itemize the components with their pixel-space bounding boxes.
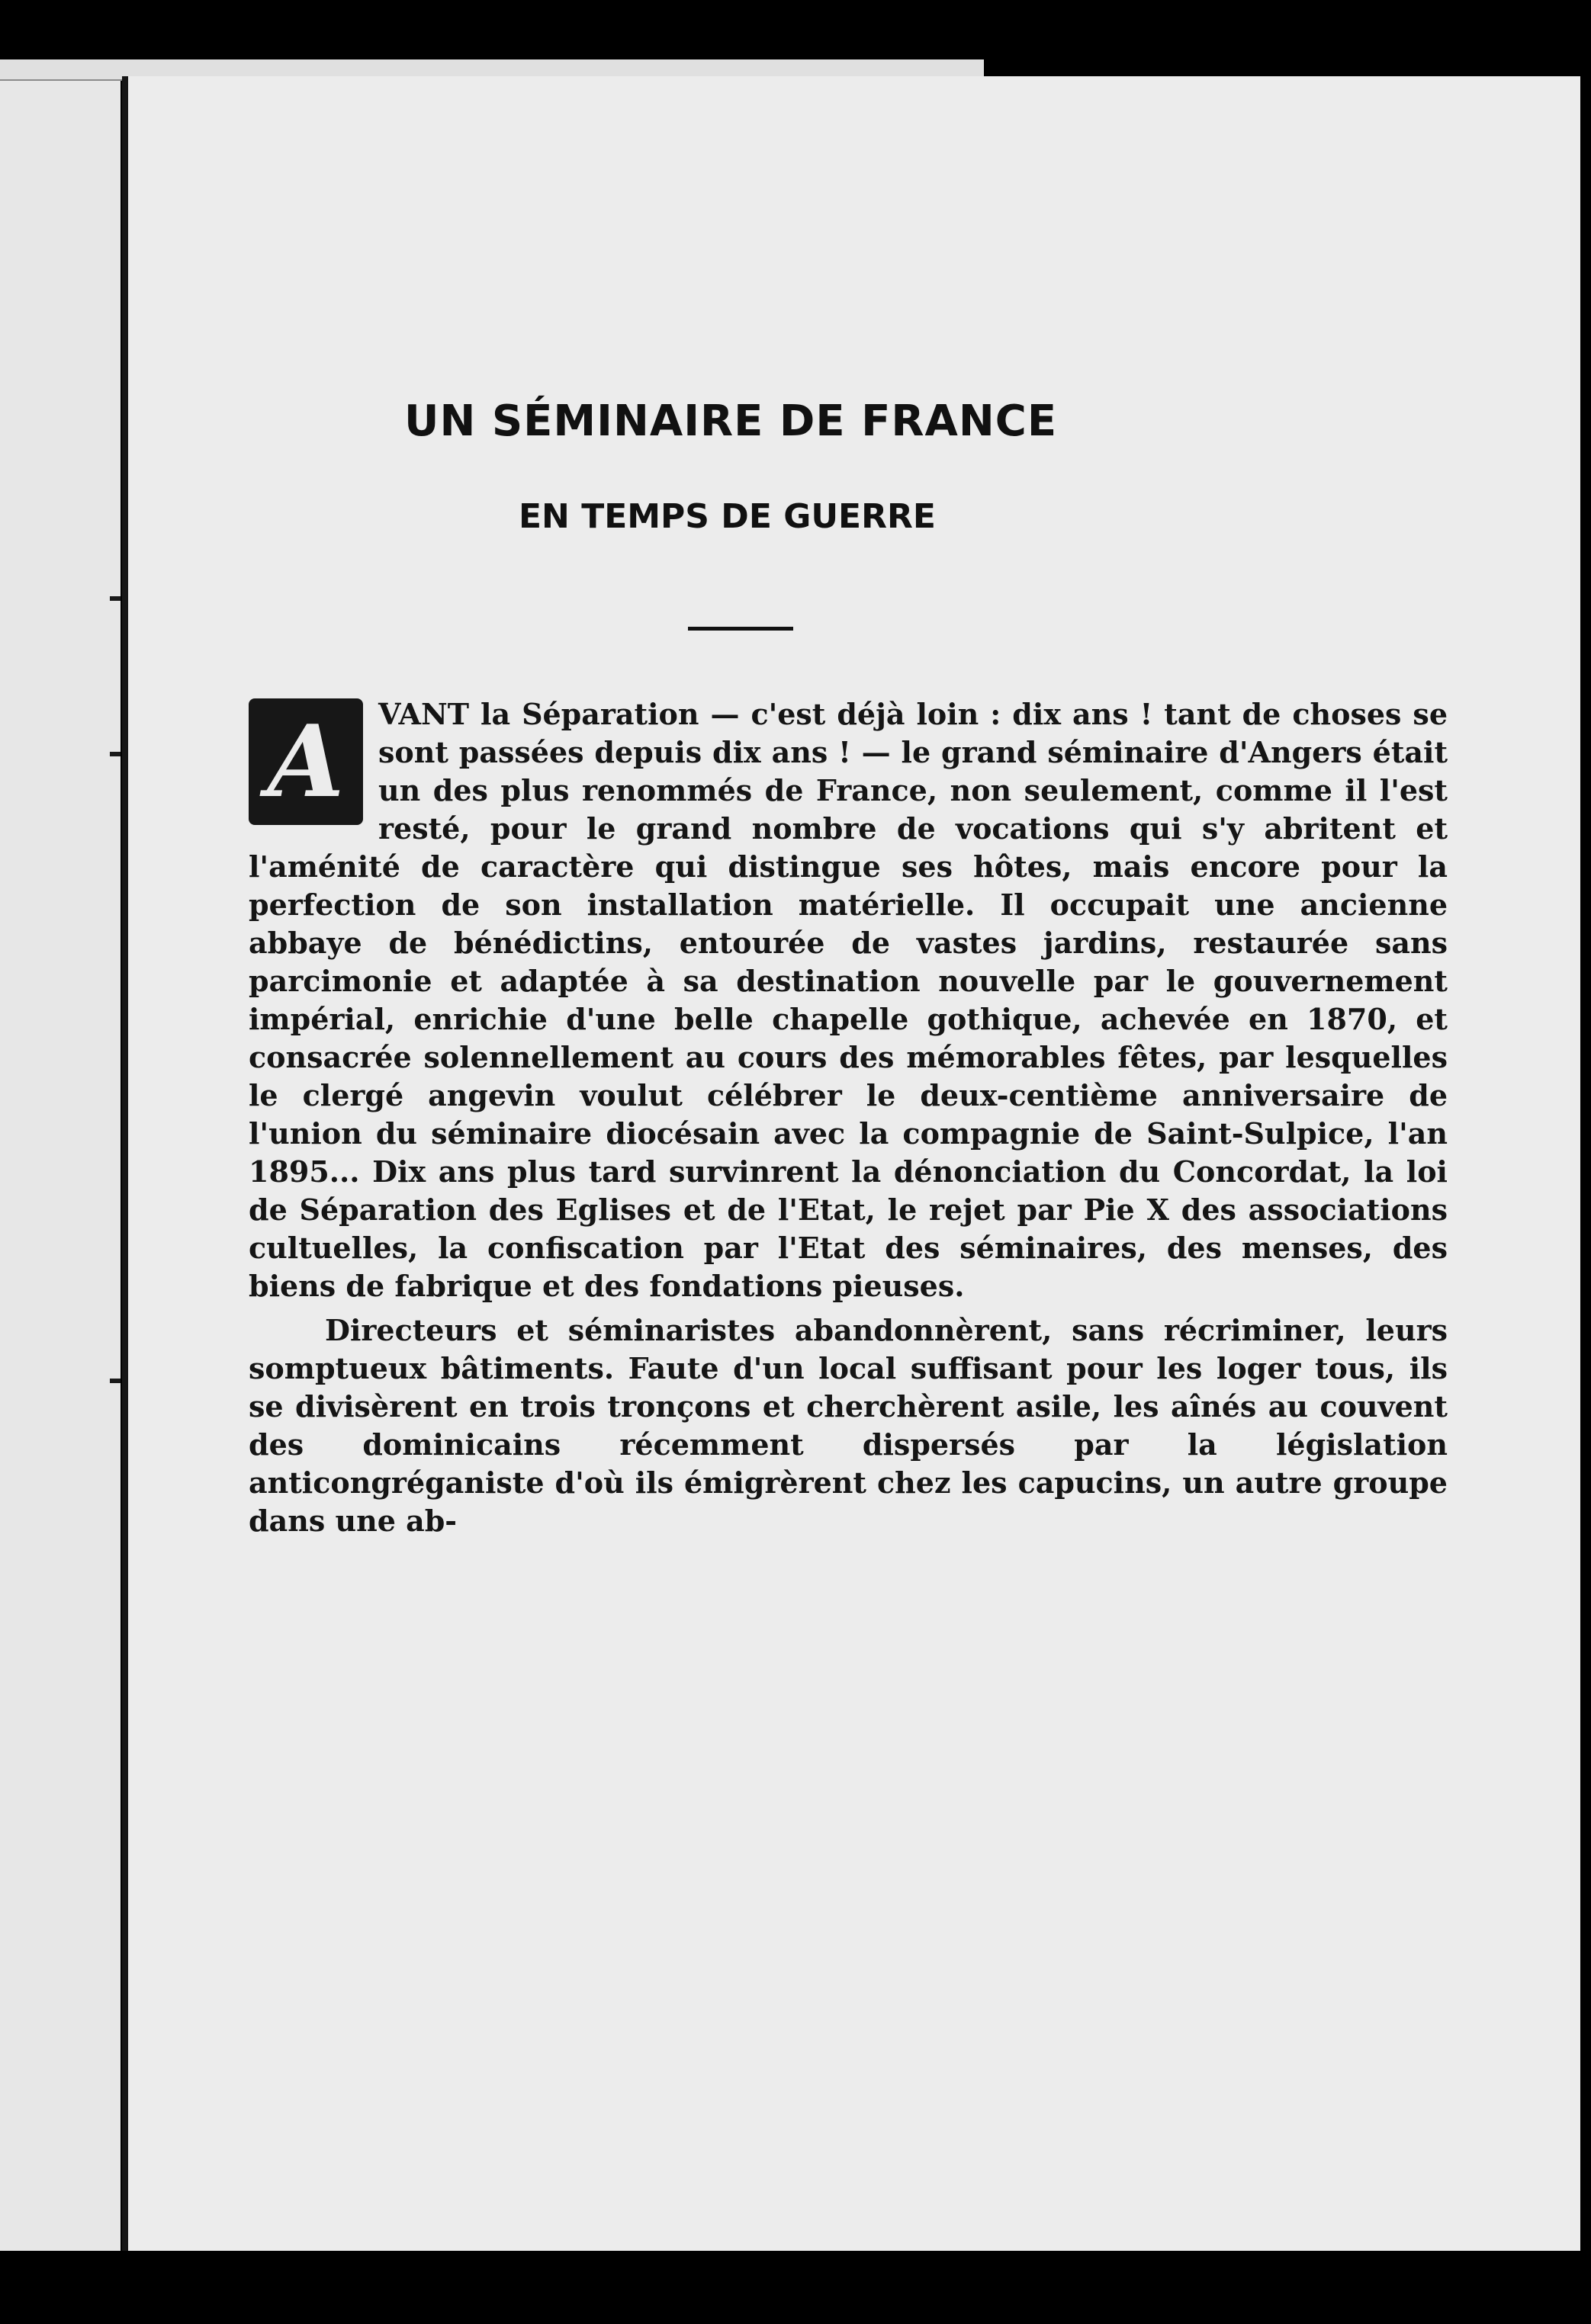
scan-border	[0, 2251, 1591, 2324]
margin-mark	[110, 752, 121, 756]
title-rule	[688, 627, 793, 631]
margin-mark	[110, 596, 121, 601]
paragraph-1	[249, 695, 1448, 1305]
page-subtitle: EN TEMPS DE GUERRE	[519, 497, 936, 536]
facing-page-edge	[0, 66, 121, 2269]
body-text	[249, 695, 1448, 1540]
page-title: UN SÉMINAIRE DE FRANCE	[404, 396, 1058, 446]
paragraph-1-text: VANT la Séparation — c'est déjà loin : dix ans ! tant de choses se sont passées depuis dix ans ! — le grand séminaire d'Angers était un des plus renommés de France, non seulement, comme il l'est resté, pour le grand nombre de vocations qui s'y abritent et l'aménité de caractère qui distingue ses hôtes, mais encore pour la perfection de son installation matérielle. Il occupait une ancienne abbaye de bénédictins, entourée de vastes jardins, restaurée sans parcimonie et adaptée à sa destination nouvelle par le gouvernement impérial, enrichie d'une belle chapelle gothique, achevée en 1870, et consacrée solennellement au cours des mémorables fêtes, par lesquelles le clergé angevin voulut célébrer le deux-centième anniversaire de l'union du séminaire diocésain avec la compagnie de Saint-Sulpice, l'an 1895... Dix ans plus tard survinrent la dénonciation du Concordat, la loi de Séparation des Eglises et de l'Etat, le rejet par Pie X des associations cultuelles, la confiscation par l'Etat des séminaires, des menses, des biens de fabrique et des fondations pieuses.	[249, 697, 1448, 1303]
drop-cap: A	[249, 698, 363, 825]
margin-mark	[110, 1379, 121, 1383]
paragraph-2: Directeurs et séminaristes abandonnèrent, sans récriminer, leurs somptueux bâtiments. Faute d'un local suffisant pour les loger tous, ils se divisèrent en trois tronçons et cherchèrent asile, les aînés au couvent des dominicains récemment dispersés par la législation anticongréganiste d'où ils émigrèrent chez les capucins, un autre groupe dans une ab-	[249, 1313, 1448, 1538]
